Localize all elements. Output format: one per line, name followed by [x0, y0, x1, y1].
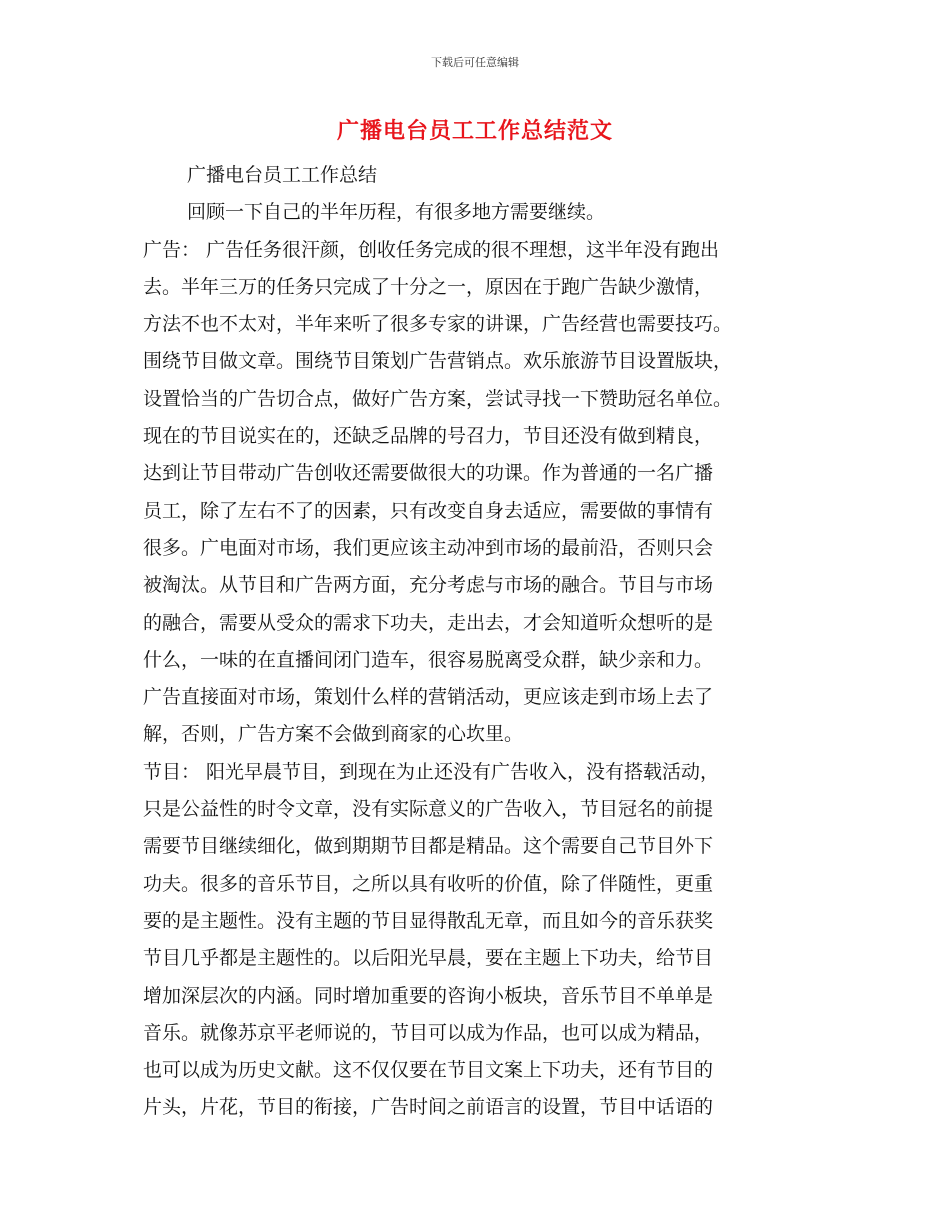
- body-line: 功夫。很多的音乐节目，之所以具有收听的价值，除了伴随性，更重: [143, 872, 714, 895]
- body-line: 音乐。就像苏京平老师说的，节目可以成为作品，也可以成为精品，: [143, 1021, 714, 1044]
- body-line: 什么，一味的在直播间闭门造车，很容易脱离受众群，缺少亲和力。: [143, 648, 714, 671]
- body-line: 员工，除了左右不了的因素，只有改变自身去适应，需要做的事情有: [143, 499, 714, 522]
- body-line: 设置恰当的广告切合点，做好广告方案，尝试寻找一下赞助冠名单位。: [143, 387, 733, 410]
- body-line: 回顾一下自己的半年历程，有很多地方需要继续。: [187, 201, 606, 224]
- body-line: 很多。广电面对市场，我们更应该主动冲到市场的最前沿，否则只会: [143, 536, 714, 559]
- body-line: 增加深层次的内涵。同时增加重要的咨询小板块，音乐节目不单单是: [143, 984, 714, 1007]
- body-line: 解，否则，广告方案不会做到商家的心坎里。: [143, 723, 524, 746]
- body-line: 广播电台员工工作总结: [187, 164, 378, 186]
- body-line: 方法不也不太对，半年来听了很多专家的讲课，广告经营也需要技巧。: [143, 313, 733, 336]
- document-body: [143, 157, 808, 1127]
- body-line: 只是公益性的时令文章，没有实际意义的广告收入，节目冠名的前提: [143, 798, 714, 821]
- body-line: 要的是主题性。没有主题的节目显得散乱无章，而且如今的音乐获奖: [143, 909, 714, 932]
- body-line: 需要节目继续细化，做到期期节目都是精品。这个需要自己节目外下: [143, 835, 714, 858]
- body-line: 也可以成为历史文献。这不仅仅要在节目文案上下功夫，还有节目的: [143, 1059, 714, 1082]
- body-line: 被淘汰。从节目和广告两方面，充分考虑与市场的融合。节目与市场: [143, 574, 714, 597]
- body-line: 现在的节目说实在的，还缺乏品牌的号召力，节目还没有做到精良，: [143, 425, 714, 448]
- body-line: 的融合，需要从受众的需求下功夫，走出去，才会知道听众想听的是: [143, 611, 714, 634]
- document-title: 广播电台员工工作总结范文: [336, 119, 613, 144]
- body-line: 广告： 广告任务很汗颜，创收任务完成的很不理想，这半年没有跑出: [143, 238, 720, 261]
- header-note: 下载后可任意编辑: [431, 56, 519, 69]
- body-line: 广告直接面对市场，策划什么样的营销活动，更应该走到市场上去了: [143, 686, 714, 709]
- body-line: 围绕节目做文章。围绕节目策划广告营销点。欢乐旅游节目设置版块，: [143, 350, 733, 373]
- body-line: 节目： 阳光早晨节目，到现在为止还没有广告收入，没有搭载活动，: [143, 760, 720, 783]
- body-line: 片头，片花，节目的衔接，广告时间之前语言的设置，节目中话语的: [143, 1096, 714, 1119]
- body-line: 达到让节目带动广告创收还需要做很大的功课。作为普通的一名广播: [143, 462, 714, 485]
- body-line: 去。半年三万的任务只完成了十分之一，原因在于跑广告缺少激情，: [143, 275, 714, 298]
- body-line: 节目几乎都是主题性的。以后阳光早晨，要在主题上下功夫，给节目: [143, 947, 714, 970]
